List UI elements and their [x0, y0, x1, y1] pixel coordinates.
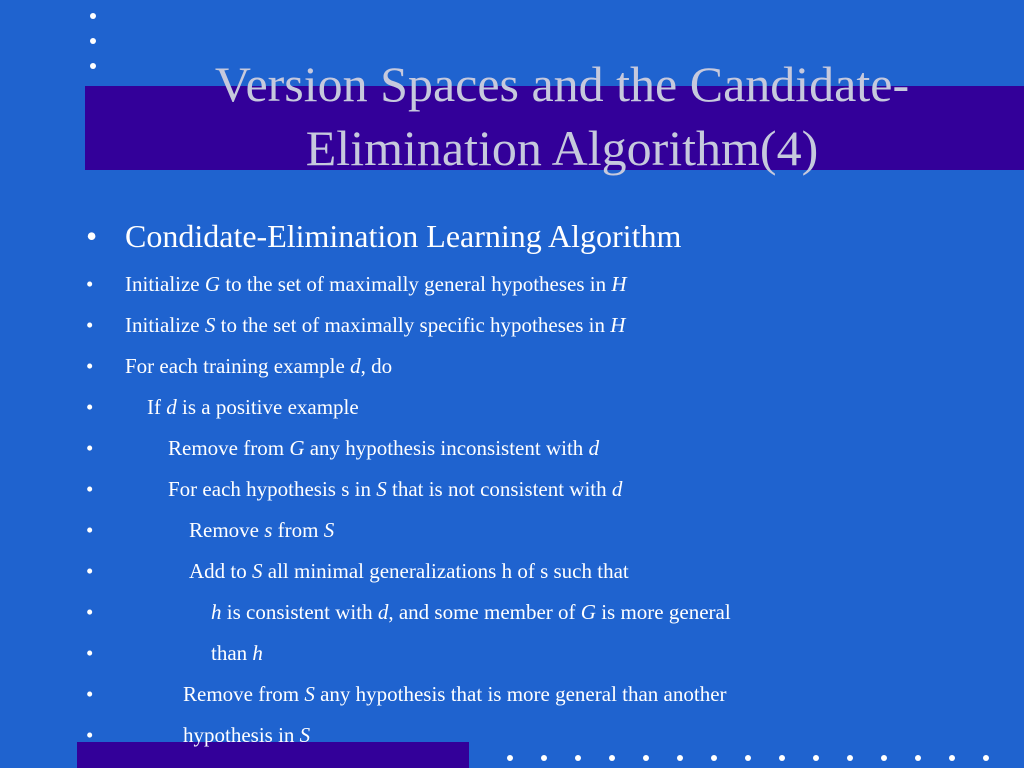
text-segment: is more general: [595, 600, 731, 624]
list-item-text: [189, 559, 629, 583]
text-segment: Remove from: [168, 436, 290, 460]
list-item-text: [189, 518, 334, 542]
text-segment: to the set of maximally general hypotheses in: [220, 272, 612, 296]
text-segment: is consistent with: [221, 600, 378, 624]
italic-symbol: s: [264, 518, 273, 542]
italic-symbol: S: [323, 518, 335, 542]
text-segment: all minimal generalizations h of s such that: [262, 559, 629, 583]
text-segment: , and some member of: [388, 600, 581, 624]
decorative-dot: [609, 755, 615, 761]
text-segment: If: [147, 395, 167, 419]
bullet-marker: •: [86, 218, 98, 254]
decorative-dot: [915, 755, 921, 761]
bullet-marker: •: [86, 272, 94, 296]
decorative-dot: [745, 755, 751, 761]
italic-symbol: S: [252, 559, 263, 583]
bullet-marker: •: [86, 723, 94, 747]
italic-symbol: d: [377, 600, 389, 624]
list-item-text: [211, 600, 731, 624]
text-segment: Initialize: [125, 313, 205, 337]
italic-symbol: h: [211, 600, 222, 624]
bullet-marker: •: [86, 641, 94, 665]
decorative-dot: [90, 13, 96, 19]
text-segment: that is not consistent with: [386, 477, 612, 501]
list-item-text: [168, 477, 622, 501]
text-segment: any hypothesis that is more general than another: [314, 682, 727, 706]
text-segment: from: [272, 518, 324, 542]
list-item-text: [125, 354, 392, 378]
text-segment: , do: [360, 354, 393, 378]
list-item-text: [168, 436, 599, 460]
bullet-marker: •: [86, 682, 94, 706]
decorative-dot: [90, 63, 96, 69]
italic-symbol: S: [376, 477, 387, 501]
list-item-text: [125, 272, 627, 296]
text-segment: Add to: [189, 559, 252, 583]
decorative-dot: [507, 755, 513, 761]
italic-symbol: G: [289, 436, 305, 460]
bullet-marker: •: [86, 518, 94, 542]
decorative-dot: [677, 755, 683, 761]
bullet-marker: •: [86, 395, 94, 419]
text-segment: is a positive example: [176, 395, 359, 419]
bullet-marker: •: [86, 436, 94, 460]
list-item-text: [183, 723, 310, 747]
list-item-text: [183, 682, 727, 706]
slide-title: [100, 52, 1024, 180]
slide-title-line-1: Version Spaces and the Candidate-: [214, 56, 910, 112]
text-segment: any hypothesis inconsistent with: [304, 436, 589, 460]
text-segment: to the set of maximally specific hypotheses in: [215, 313, 611, 337]
italic-symbol: d: [611, 477, 623, 501]
decorative-dot: [90, 38, 96, 44]
list-item-text: [125, 313, 625, 337]
italic-symbol: H: [611, 272, 627, 296]
bullet-marker: •: [86, 477, 94, 501]
text-segment: Initialize: [125, 272, 205, 296]
bullet-marker: •: [86, 313, 94, 337]
italic-symbol: d: [588, 436, 600, 460]
italic-symbol: S: [299, 723, 311, 747]
bullet-marker: •: [86, 559, 94, 583]
italic-symbol: d: [166, 395, 177, 419]
text-segment: For each training example: [125, 354, 351, 378]
italic-symbol: G: [204, 272, 221, 296]
italic-symbol: G: [580, 600, 596, 624]
decorative-dot: [779, 755, 785, 761]
bullet-marker: •: [86, 354, 94, 378]
text-segment: hypothesis in: [183, 723, 300, 747]
decorative-dot: [643, 755, 649, 761]
italic-symbol: d: [350, 354, 361, 378]
bullet-marker: •: [86, 600, 94, 624]
decorative-dot: [541, 755, 547, 761]
list-item-text: [147, 395, 359, 419]
italic-symbol: h: [252, 641, 263, 665]
list-item-text: [211, 641, 263, 665]
italic-symbol: S: [204, 313, 216, 337]
text-segment: Remove: [189, 518, 265, 542]
decorative-dot: [813, 755, 819, 761]
decorative-dot: [983, 755, 989, 761]
decorative-dot: [711, 755, 717, 761]
decorative-dot: [881, 755, 887, 761]
decorative-dot: [575, 755, 581, 761]
decorative-dot: [847, 755, 853, 761]
text-segment: For each hypothesis s in: [168, 477, 377, 501]
italic-symbol: S: [304, 682, 315, 706]
text-segment: than: [211, 641, 253, 665]
decorative-dot: [949, 755, 955, 761]
list-heading-text: Condidate-Elimination Learning Algorithm: [125, 218, 682, 254]
slide-title-line-2: Elimination Algorithm(4): [305, 120, 819, 176]
text-segment: Remove from: [183, 682, 305, 706]
italic-symbol: H: [610, 313, 626, 337]
